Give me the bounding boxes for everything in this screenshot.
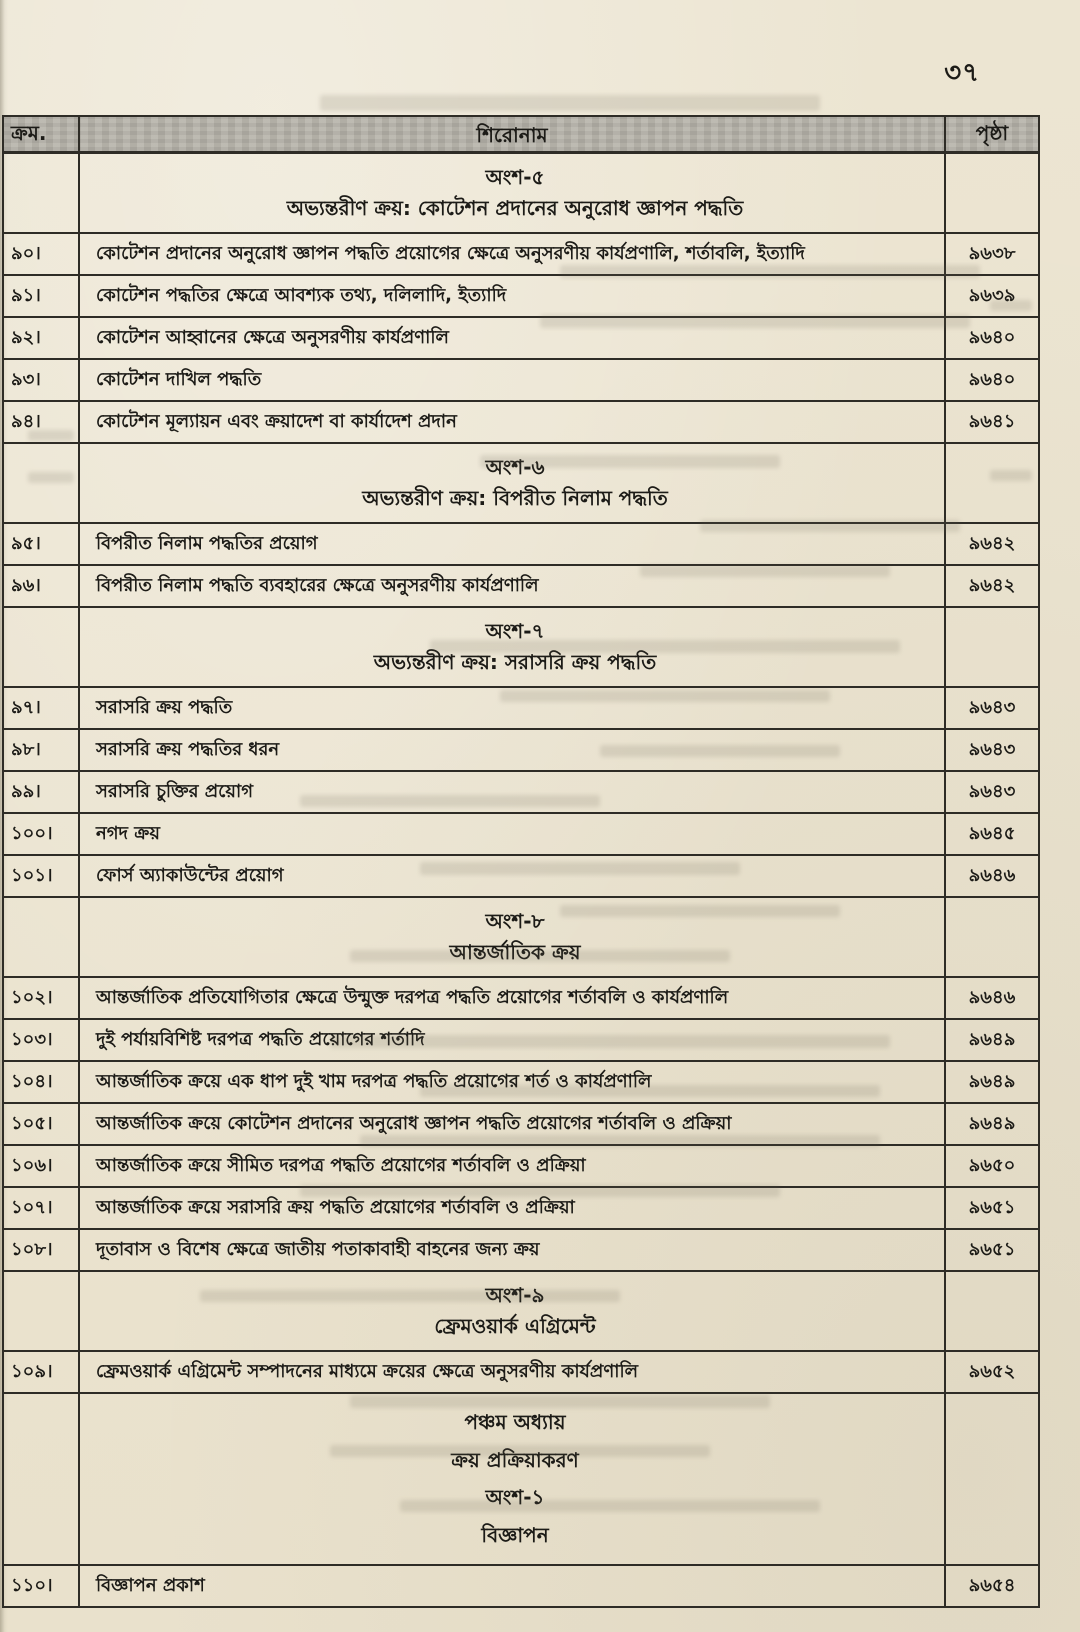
page-cell: ৯৬৩৯ <box>944 276 1038 316</box>
title-cell: কোটেশন প্রদানের অনুরোধ জ্ঞাপন পদ্ধতি প্রয়োগের ক্ষেত্রে অনুসরণীয় কার্যপ্রণালি, শর্তাবলি, ইত্যাদি <box>96 242 805 264</box>
table-row <box>4 1188 1038 1230</box>
title-cell: কোটেশন আহ্বানের ক্ষেত্রে অনুসরণীয় কার্যপ্রণালি <box>96 326 449 348</box>
title-cell: আন্তর্জাতিক ক্রয়ে সীমিত দরপত্র পদ্ধতি প্রয়োগের শর্তাবলি ও প্রক্রিয়া <box>96 1154 586 1176</box>
page-cell: ৯৬৪১ <box>944 402 1038 442</box>
serial-cell <box>4 444 80 522</box>
page-number: ৩৭ <box>944 58 980 88</box>
table-row <box>4 1104 1038 1146</box>
title-cell: বিপরীত নিলাম পদ্ধতি ব্যবহারের ক্ষেত্রে অনুসরণীয় কার্যপ্রণালি <box>96 574 539 596</box>
table-row <box>4 524 1038 566</box>
section-header-row <box>4 898 1038 978</box>
section-line: পঞ্চম অধ্যায় <box>464 1410 566 1435</box>
title-cell: বিজ্ঞাপন প্রকাশ <box>96 1574 205 1596</box>
title-cell: ফোর্স অ্যাকাউন্টের প্রয়োগ <box>96 864 284 886</box>
serial-cell: ১০৫। <box>4 1104 80 1144</box>
title-cell: আন্তর্জাতিক ক্রয়ে কোটেশন প্রদানের অনুরোধ জ্ঞাপন পদ্ধতি প্রয়োগের শর্তাবলি ও প্রক্রিয়া <box>96 1112 732 1134</box>
toc-table <box>2 115 1040 1608</box>
table-row <box>4 276 1038 318</box>
page-cell <box>944 1272 1038 1350</box>
section-line: ক্রয় প্রক্রিয়াকরণ <box>451 1447 579 1472</box>
section-line: অংশ-৭ <box>485 618 545 643</box>
section-line: ফ্রেমওয়ার্ক এগ্রিমেন্ট <box>434 1314 596 1339</box>
page-cell: ৯৬৪৫ <box>944 814 1038 854</box>
serial-cell: ১০৯। <box>4 1352 80 1392</box>
table-row <box>4 1146 1038 1188</box>
page-cell: ৯৬৪৯ <box>944 1020 1038 1060</box>
serial-cell: ৯৬। <box>4 566 80 606</box>
serial-cell <box>4 1272 80 1350</box>
header-page: পৃষ্ঠা <box>944 117 1038 154</box>
title-cell <box>80 898 944 976</box>
section-header-row <box>4 1272 1038 1352</box>
serial-cell: ১০০। <box>4 814 80 854</box>
page-cell: ৯৬৪৯ <box>944 1104 1038 1144</box>
section-line: বিজ্ঞাপন <box>481 1522 549 1547</box>
page-cell: ৯৬৫১ <box>944 1188 1038 1228</box>
page-cell: ৯৬৪৬ <box>944 856 1038 896</box>
table-row <box>4 318 1038 360</box>
page-cell <box>944 608 1038 686</box>
table-row <box>4 1566 1038 1606</box>
serial-cell: ৯১। <box>4 276 80 316</box>
serial-cell: ১০৬। <box>4 1146 80 1186</box>
page-cell: ৯৬৪৩ <box>944 730 1038 770</box>
serial-cell <box>4 1394 80 1564</box>
page-cell <box>944 154 1038 232</box>
serial-cell: ১০১। <box>4 856 80 896</box>
serial-cell <box>4 154 80 232</box>
title-cell: সরাসরি ক্রয় পদ্ধতির ধরন <box>96 738 280 760</box>
table-row <box>4 978 1038 1020</box>
serial-cell <box>4 898 80 976</box>
title-cell: কোটেশন মূল্যায়ন এবং ক্রয়াদেশ বা কার্যাদেশ প্রদান <box>96 410 457 432</box>
serial-cell: ৯২। <box>4 318 80 358</box>
serial-cell: ৯০। <box>4 234 80 274</box>
page-cell: ৯৬৫২ <box>944 1352 1038 1392</box>
section-header-row <box>4 154 1038 234</box>
page-cell: ৯৬৪০ <box>944 360 1038 400</box>
section-line: অভ্যন্তরীণ ক্রয়: কোটেশন প্রদানের অনুরোধ জ্ঞাপন পদ্ধতি <box>286 196 744 221</box>
section-line: অংশ-৯ <box>485 1282 545 1307</box>
table-row <box>4 772 1038 814</box>
table-row <box>4 814 1038 856</box>
serial-cell: ৯৮। <box>4 730 80 770</box>
title-cell <box>80 154 944 232</box>
serial-cell: ৯৫। <box>4 524 80 564</box>
page-cell: ৯৬৫০ <box>944 1146 1038 1186</box>
header-title: শিরোনাম <box>476 123 548 147</box>
title-cell: বিপরীত নিলাম পদ্ধতির প্রয়োগ <box>96 532 318 554</box>
table-row <box>4 1352 1038 1394</box>
serial-cell: ১১০। <box>4 1566 80 1606</box>
page-cell: ৯৬৪৯ <box>944 1062 1038 1102</box>
page-cell <box>944 444 1038 522</box>
page-cell: ৯৬৪২ <box>944 566 1038 606</box>
section-line: আন্তর্জাতিক ক্রয় <box>449 940 581 965</box>
table-row <box>4 1020 1038 1062</box>
title-cell: সরাসরি ক্রয় পদ্ধতি <box>96 696 233 718</box>
page-cell <box>944 898 1038 976</box>
table-header-row <box>4 117 1038 154</box>
serial-cell <box>4 608 80 686</box>
serial-cell: ১০২। <box>4 978 80 1018</box>
page-cell: ৯৬৫৪ <box>944 1566 1038 1606</box>
title-cell: নগদ ক্রয় <box>96 822 160 844</box>
page-cell: ৯৬৫১ <box>944 1230 1038 1270</box>
table-row <box>4 1062 1038 1104</box>
title-cell: দুই পর্যায়বিশিষ্ট দরপত্র পদ্ধতি প্রয়োগের শর্তাদি <box>96 1028 425 1050</box>
table-row <box>4 856 1038 898</box>
title-cell: দূতাবাস ও বিশেষ ক্ষেত্রে জাতীয় পতাকাবাহী বাহনের জন্য ক্রয় <box>96 1238 540 1260</box>
page-cell: ৯৬৪২ <box>944 524 1038 564</box>
page-cell: ৯৬৩৮ <box>944 234 1038 274</box>
serial-cell: ৯৩। <box>4 360 80 400</box>
title-cell: আন্তর্জাতিক ক্রয়ে সরাসরি ক্রয় পদ্ধতি প্রয়োগের শর্তাবলি ও প্রক্রিয়া <box>96 1196 575 1218</box>
title-cell: আন্তর্জাতিক প্রতিযোগিতার ক্ষেত্রে উন্মুক্ত দরপত্র পদ্ধতি প্রয়োগের শর্তাবলি ও কার্যপ্রণালি <box>96 986 729 1008</box>
serial-cell: ১০৩। <box>4 1020 80 1060</box>
serial-cell: ৯৯। <box>4 772 80 812</box>
title-cell <box>80 444 944 522</box>
serial-cell: ১০৪। <box>4 1062 80 1102</box>
section-line: অভ্যন্তরীণ ক্রয়: বিপরীত নিলাম পদ্ধতি <box>362 486 668 511</box>
title-cell: ফ্রেমওয়ার্ক এগ্রিমেন্ট সম্পাদনের মাধ্যমে ক্রয়ের ক্ষেত্রে অনুসরণীয় কার্যপ্রণালি <box>96 1360 639 1382</box>
serial-cell: ১০৮। <box>4 1230 80 1270</box>
section-line: অংশ-৮ <box>485 908 545 933</box>
serial-cell: ৯৭। <box>4 688 80 728</box>
page-cell <box>944 1394 1038 1564</box>
table-row <box>4 360 1038 402</box>
title-cell <box>80 608 944 686</box>
table-row <box>4 1230 1038 1272</box>
toc-body <box>4 154 1038 1606</box>
page-cell: ৯৬৪৩ <box>944 688 1038 728</box>
title-cell <box>80 1272 944 1350</box>
header-serial: ক্রম. <box>4 117 80 154</box>
page-cell: ৯৬৪০ <box>944 318 1038 358</box>
title-cell: কোটেশন দাখিল পদ্ধতি <box>96 368 262 390</box>
table-row <box>4 234 1038 276</box>
bleed-through-artifact <box>320 95 820 111</box>
serial-cell: ৯৪। <box>4 402 80 442</box>
section-line: অংশ-১ <box>485 1485 545 1510</box>
table-row <box>4 688 1038 730</box>
table-row <box>4 566 1038 608</box>
table-row <box>4 730 1038 772</box>
page-cell: ৯৬৪৩ <box>944 772 1038 812</box>
section-header-row <box>4 608 1038 688</box>
section-header-row <box>4 1394 1038 1566</box>
title-cell: সরাসরি চুক্তির প্রয়োগ <box>96 780 254 802</box>
title-cell: আন্তর্জাতিক ক্রয়ে এক ধাপ দুই খাম দরপত্র পদ্ধতি প্রয়োগের শর্ত ও কার্যপ্রণালি <box>96 1070 652 1092</box>
title-cell <box>80 1394 944 1564</box>
section-line: অভ্যন্তরীণ ক্রয়: সরাসরি ক্রয় পদ্ধতি <box>373 650 657 675</box>
table-row <box>4 402 1038 444</box>
title-cell: কোটেশন পদ্ধতির ক্ষেত্রে আবশ্যক তথ্য, দলিলাদি, ইত্যাদি <box>96 284 507 306</box>
section-line: অংশ-৬ <box>485 454 545 479</box>
page-cell: ৯৬৪৬ <box>944 978 1038 1018</box>
section-line: অংশ-৫ <box>485 164 545 189</box>
section-header-row <box>4 444 1038 524</box>
serial-cell: ১০৭। <box>4 1188 80 1228</box>
